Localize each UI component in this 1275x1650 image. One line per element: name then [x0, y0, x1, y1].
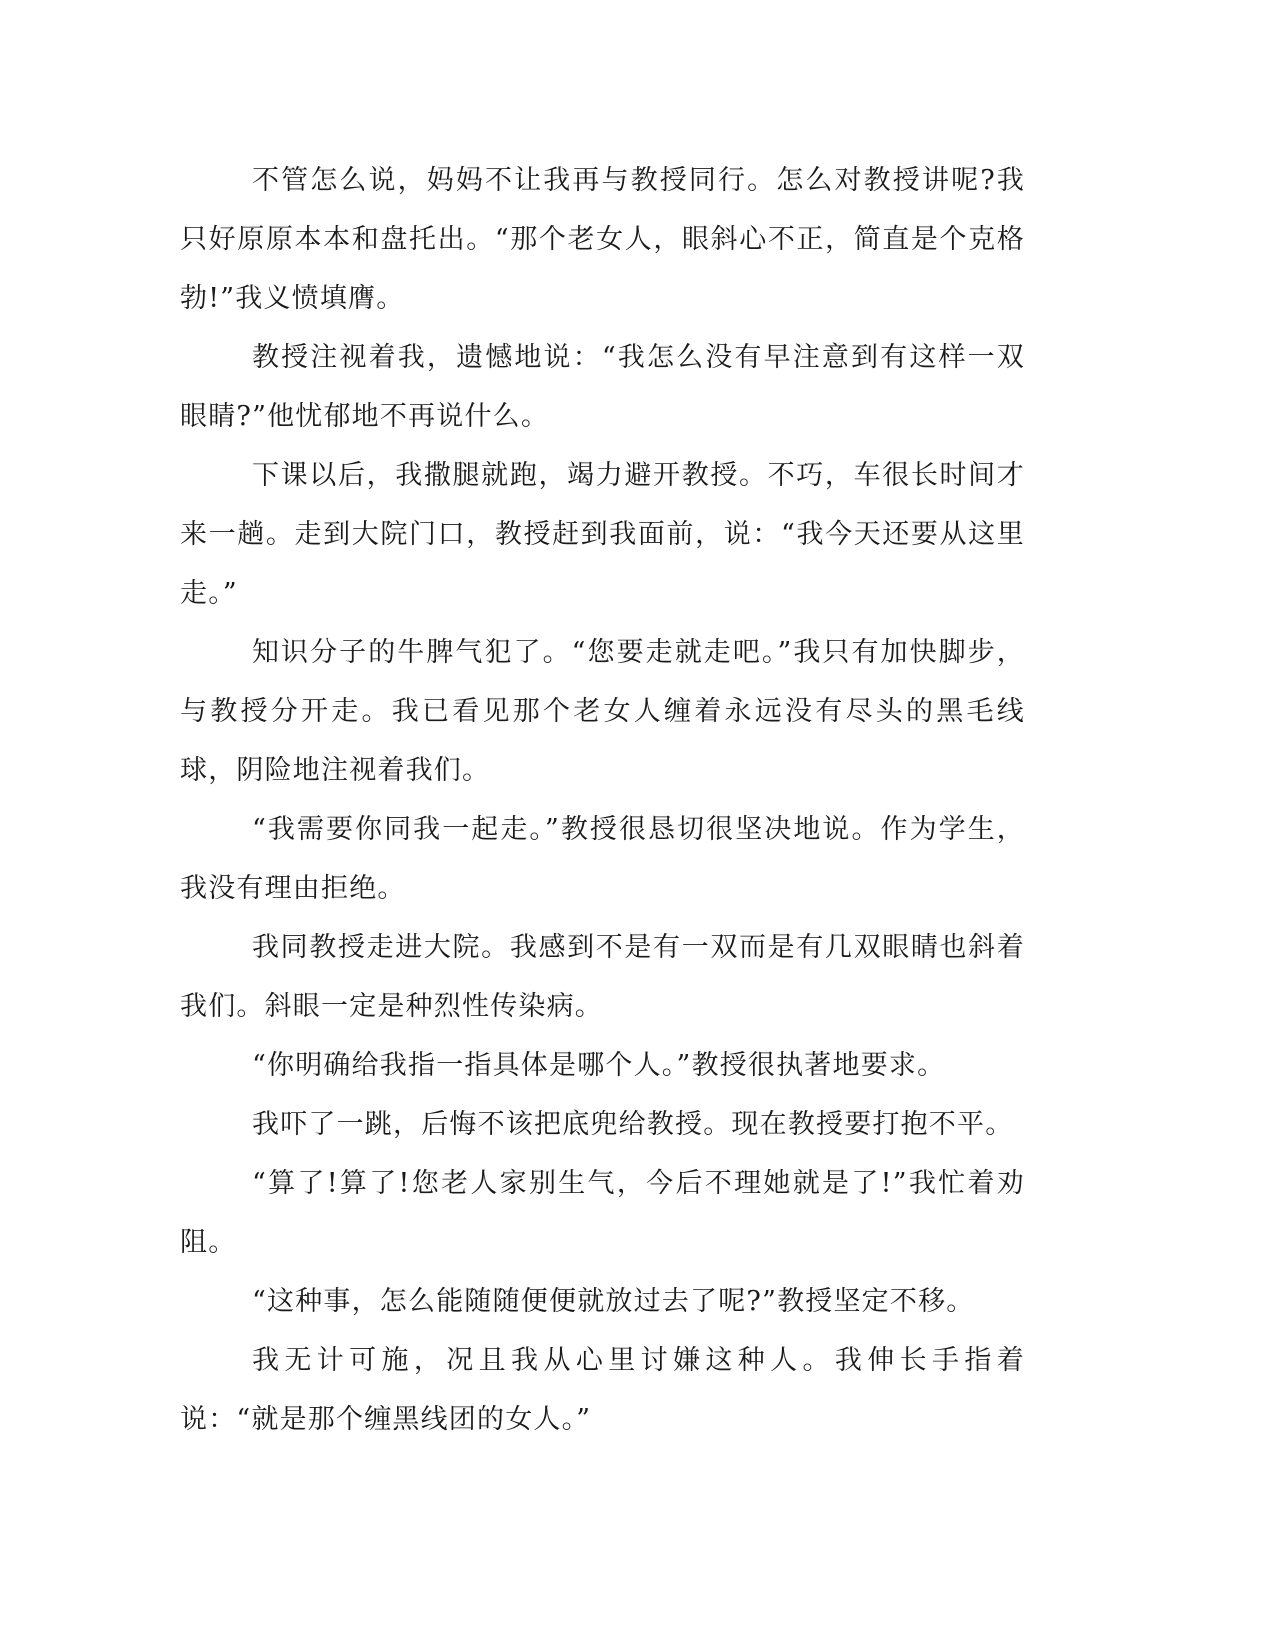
- paragraph-4: 知识分子的牛脾气犯了。“您要走就走吧。”我只有加快脚步，与教授分开走。我已看见那个老女人缠着永远没有尽头的黑毛线球，阴险地注视着我们。: [180, 637, 1025, 786]
- paragraph-3: 下课以后，我撒腿就跑，竭力避开教授。不巧，车很长时间才来一趟。走到大院门口，教授赶到我面前，说：“我今天还要从这里走。”: [180, 460, 1025, 609]
- paragraph-11: 我无计可施，况且我从心里讨嫌这种人。我伸长手指着说：“就是那个缠黑线团的女人。”: [180, 1345, 1025, 1435]
- paragraph-10: “这种事，怎么能随随便便就放过去了呢?”教授坚定不移。: [252, 1286, 975, 1317]
- paragraph-2: 教授注视着我，遗憾地说：“我怎么没有早注意到有这样一双眼睛?”他忧郁地不再说什么。: [180, 342, 1025, 432]
- paragraph-9: “算了!算了!您老人家别生气，今后不理她就是了!”我忙着劝阻。: [180, 1168, 1025, 1258]
- paragraph-5: “我需要你同我一起走。”教授很恳切很坚决地说。作为学生，我没有理由拒绝。: [180, 814, 1025, 904]
- document-page: [180, 151, 1025, 1449]
- paragraph-7: “你明确给我指一指具体是哪个人。”教授很执著地要求。: [252, 1050, 946, 1081]
- paragraph-8: 我吓了一跳，后悔不该把底兜给教授。现在教授要打抱不平。: [252, 1109, 1014, 1140]
- paragraph-6: 我同教授走进大院。我感到不是有一双而是有几双眼睛也斜着我们。斜眼一定是种烈性传染病。: [180, 932, 1025, 1022]
- paragraph-1: 不管怎么说，妈妈不让我再与教授同行。怎么对教授讲呢?我只好原原本本和盘托出。“那个老女人，眼斜心不正，简直是个克格勃!”我义愤填膺。: [180, 165, 1025, 314]
